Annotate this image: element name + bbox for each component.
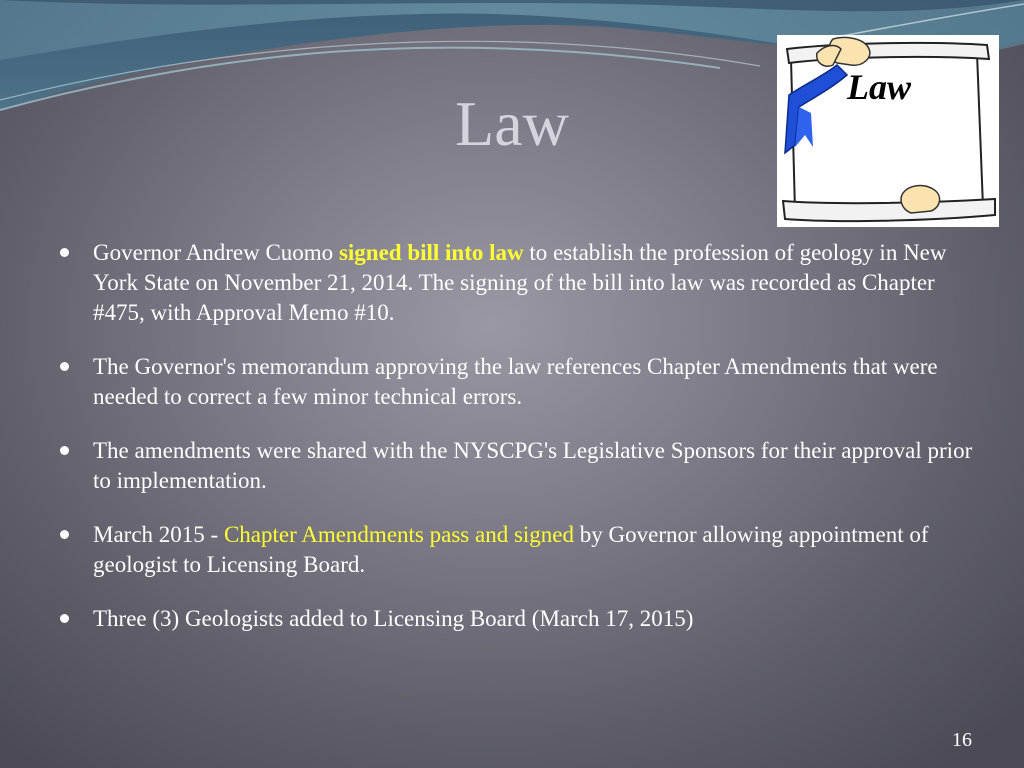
bullet-item-2 (56, 352, 976, 412)
page-number: 16 (952, 729, 972, 751)
bullet-dot-icon (60, 446, 69, 455)
bullet-5-text: Three (3) Geologists added to Licensing Board (March 17, 2015) (93, 606, 694, 631)
clipart-label: Law (847, 67, 912, 107)
bullet-1-before: Governor Andrew Cuomo (93, 240, 339, 265)
bullet-list (56, 238, 976, 658)
bullet-1-after: to establish the profession of geology in New York State on November 21, 2014. The signing of the bill into law was recorded as Chapter #475, with Approval Memo #10. (93, 240, 947, 325)
bullet-4-after: by Governor allowing appointment of geologist to Licensing Board. (93, 522, 929, 577)
slide-title: Law (455, 88, 569, 159)
bullet-item-1 (56, 238, 976, 328)
bullet-1-highlight: signed bill into law (338, 240, 524, 265)
law-scroll-icon (777, 35, 999, 227)
bullet-3-text: The amendments were shared with the NYSCPG's Legislative Sponsors for their approval prior to implementation. (93, 438, 973, 493)
bullet-2-text: The Governor's memorandum approving the law references Chapter Amendments that were needed to correct a few minor technical errors. (93, 354, 938, 409)
bullet-4-before: March 2015 - (93, 522, 224, 547)
bullet-dot-icon (60, 614, 69, 623)
bullet-item-5 (56, 604, 976, 634)
bullet-item-4 (56, 520, 976, 580)
bullet-dot-icon (60, 362, 69, 371)
bullet-4-highlight: Chapter Amendments pass and signed (223, 522, 574, 547)
bullet-dot-icon (60, 530, 69, 539)
bullet-item-3 (56, 436, 976, 496)
bullet-dot-icon (60, 248, 69, 257)
